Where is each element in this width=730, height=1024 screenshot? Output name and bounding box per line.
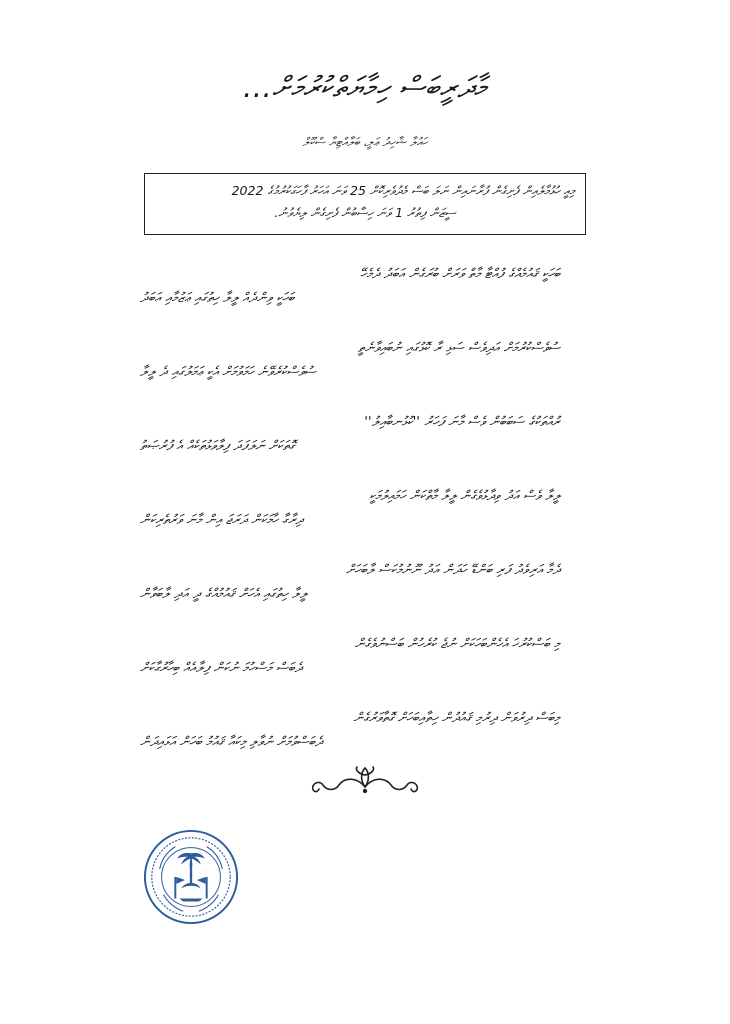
- intro-box: [144, 173, 586, 235]
- verse-line: ގޮތަކަށް ނަލަފަދަ ފިލާވަޅުތަކެއް އެ ފުރުޞަތު: [140, 438, 295, 454]
- stanza-5: [140, 558, 560, 606]
- verse-line: ލީލާ ވެސް އަދު ވިދާޅުވެގެން ލީލާ މާތްކަން ހަމައިލުމަކީ: [369, 488, 560, 504]
- verse-line: ދެބަސް މަސްހުމަ ނުކަން ފިލާއެއް ބިހާރުގާކަށް: [140, 660, 303, 676]
- verse-line: ރުއްތަކުގެ ސަބަބުން ވެސް މާނަ ފަހަރު ''ކުޅުނބާއިލު'': [364, 414, 560, 430]
- stanza-3: [140, 410, 560, 458]
- stanza-7: [140, 706, 560, 754]
- verse-line: ސުވެސްކުރެވޭނެ ހަމަވުމަށް އެކީ ޢަމަލުގައި ދެ ލީލާ: [140, 364, 316, 380]
- stanza-2: [140, 336, 560, 384]
- stanza-1: [140, 262, 560, 310]
- intro-line-1: މިއީ ހުޅުމާލެއިން ފެށިގެން ފުރާނައިން ނަލަ ބަސް މެދުވެރިކޮށް 25 ވަނަ އަހަރު ފާހަގަކުރުމުގެ 2022: [231, 183, 575, 198]
- verse-line: ބަހަކީ ވިންދެއް ލީލާ ހިތުގައި ޢަޒުމާއި އަބަދު: [140, 290, 295, 306]
- verse-line: ދެމާ އަރިވެދު ފަރި ބަންޑޭ ހަދަން އަދު ނޫނުމުކަސް ލާބަހަށް: [346, 562, 560, 578]
- intro-line-2: ސީޒަން ފިތުރު 1 ވަނަ ހިސާބުން ފެށިގެން ލިޔެވުނު.: [274, 205, 456, 220]
- verse-line: މިބަސް ދިރުވަން ދިރުމި ޤައުދުން ހިތާއިބަހަށް ގޮތާވަރުގެން: [353, 710, 560, 726]
- stanza-6: [140, 632, 560, 680]
- verse-line: ބަހަކީ ޤައުމެއްގެ ފުއްޓާ މާތް ވަރަށް ބުރަގެން އަބަދު ދެމެހޭ: [360, 266, 560, 282]
- author-byline: ހައުލާ ޝާހިދު ޢަލީ، ބަލާއްޓިޔާ ސްކޫލް: [302, 135, 428, 149]
- school-seal-icon: [142, 828, 240, 926]
- stanza-4: [140, 484, 560, 532]
- flourish-divider-icon: [305, 765, 425, 799]
- verse-line: މި ބަސްކުރުހަ އެހެންބަހަކަށް ނުޖެ ކުރެހުން ބަސްނުވެގެން: [354, 636, 560, 652]
- verse-line: ސުވެސްކުރުމަށް އަދިވެސް ސަޅި ރާ ކޮޅުގައި ނުބައިވާނެތީ: [357, 340, 560, 356]
- verse-line: ލީލާ ހިތުގައި އެހަށް ޤައުމުއްގެ ދީ އަދި ލާބަވާން: [140, 586, 307, 602]
- verse-line: ދެބަސްވުމަށް ނުވާލި މިކައާ ޤައުމު ބަހަން އަޅައިދަން: [140, 734, 323, 750]
- poem-title: މާދަރީބަސް ހިމާޔަތްކުރުމަށް...: [243, 70, 487, 104]
- verse-line: ދިރާގާ ހާމަކަން ދަރަޖަ އިން މާނަ ވަރުތެރިކަން: [140, 512, 303, 528]
